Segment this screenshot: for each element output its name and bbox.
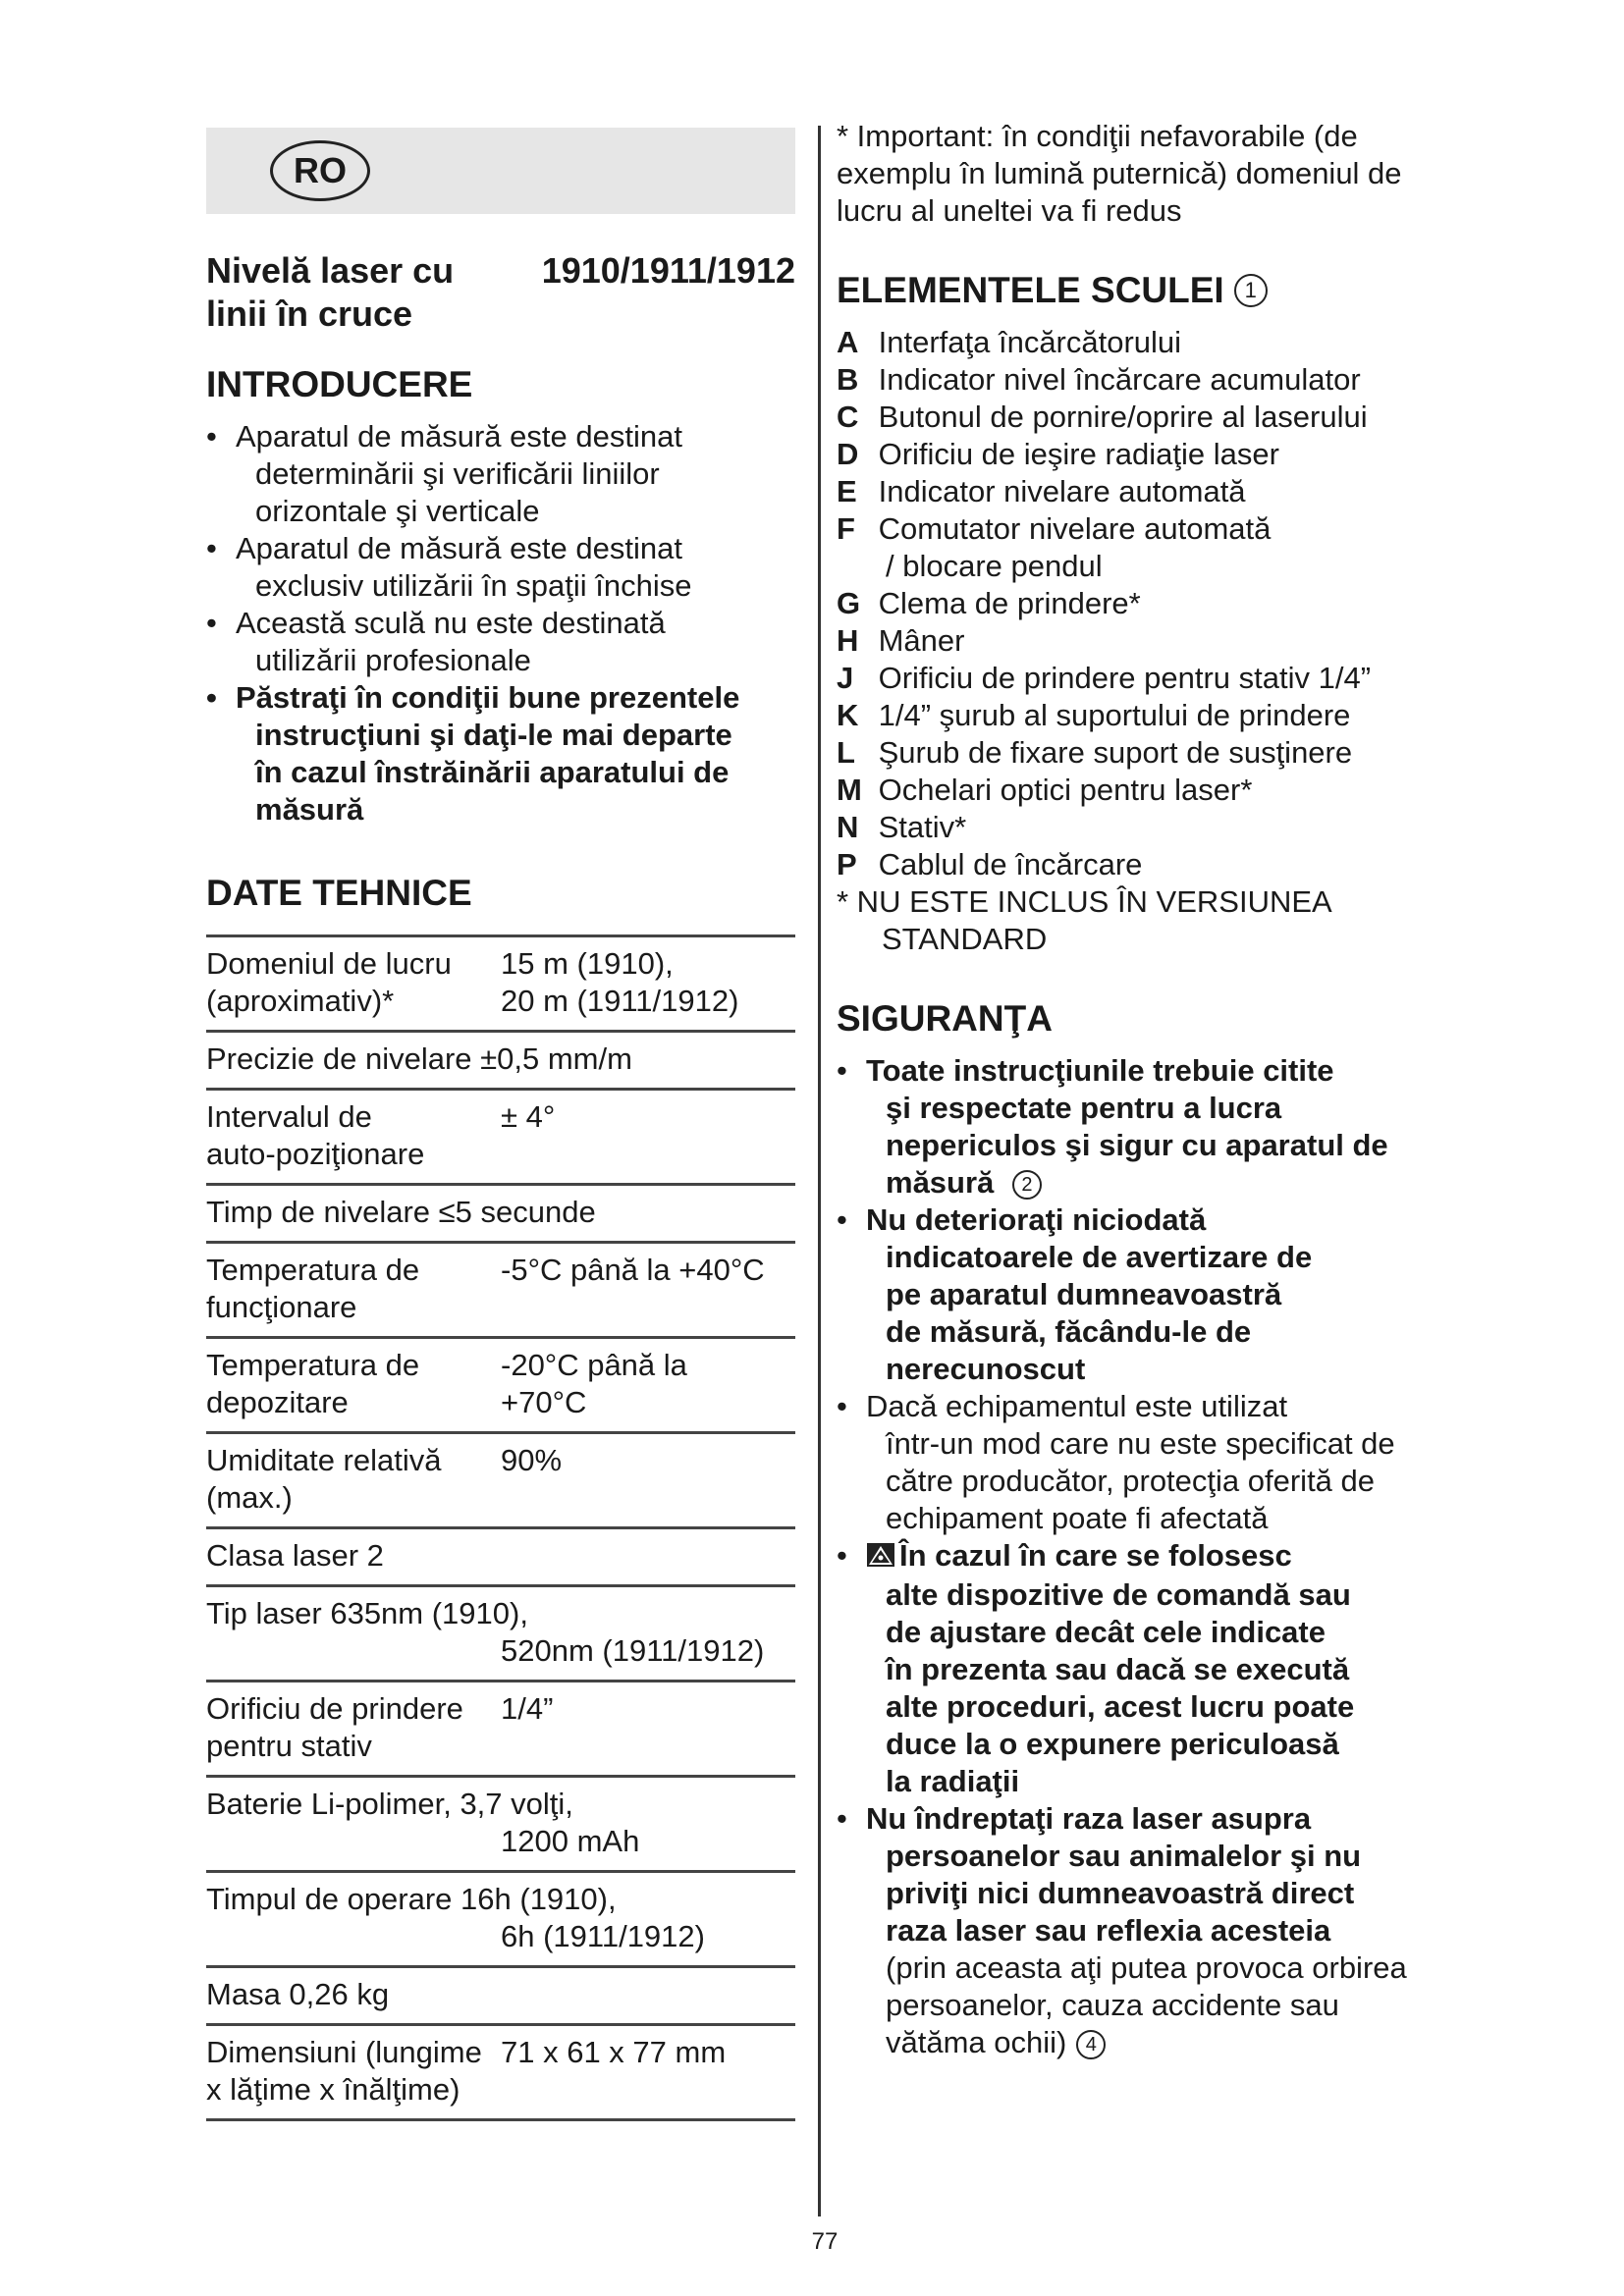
bullet-line: nerecunoscut [886, 1352, 1086, 1386]
spec-value-line: +70°C [501, 1385, 587, 1419]
spec-value-line: 1/4” [501, 1691, 554, 1726]
intro-heading: INTRODUCERE [206, 364, 473, 404]
element-item [837, 809, 1465, 846]
safety-bullet [837, 1052, 1465, 1201]
language-badge: RO [270, 140, 370, 201]
bullet-line: măsură [255, 792, 364, 827]
spec-line: Tip laser 635nm (1910), [206, 1596, 528, 1630]
bullet-text [236, 605, 795, 679]
element-key: K [837, 698, 859, 732]
spec-line: Timp de nivelare ≤5 secunde [206, 1195, 596, 1229]
element-text: Cablul de încărcare [870, 847, 1143, 881]
bullet-text [866, 1388, 1465, 1537]
spec-value-line: ± 4° [501, 1099, 556, 1134]
bullet-text [866, 1800, 1465, 2061]
spec-label-line: Orificiu de prindere [206, 1691, 463, 1726]
bullet-line: raza laser sau reflexia acesteia [886, 1912, 1331, 1948]
bullet-line [866, 1537, 1465, 1576]
spec-label-line: Dimensiuni (lungime [206, 2035, 482, 2069]
element-key: D [837, 437, 859, 471]
bullet-line: şi respectate pentru a lucra [886, 1091, 1282, 1125]
bullet-line: Aparatul de măsură este destinat [236, 531, 682, 565]
element-text: Indicator nivelare automată [870, 474, 1246, 508]
element-key: L [837, 735, 855, 770]
language-bar [206, 128, 795, 214]
element-text: Mâner [870, 623, 965, 658]
page-number: 77 [811, 2228, 839, 2255]
element-item [837, 846, 1465, 883]
element-key: B [837, 362, 859, 397]
element-text: Ochelari optici pentru laser* [870, 773, 1253, 807]
title-line-1: Nivelă laser cu [206, 250, 455, 291]
bullet-dot: • [837, 1202, 847, 1237]
bullet-line: echipament poate fi afectată [886, 1501, 1269, 1535]
element-key: A [837, 325, 859, 359]
spec-value [501, 945, 738, 1020]
spec-row [206, 1339, 795, 1434]
figure-ref: 4 [1076, 2030, 1106, 2059]
bullet-dot: • [837, 1389, 847, 1423]
bullet-line: exclusiv utilizării în spaţii închise [255, 568, 692, 603]
element-key: E [837, 474, 857, 508]
bullet-line [866, 1949, 1465, 1987]
bullet-line-text: vătăma ochii) [886, 2024, 1067, 2059]
elements-heading [837, 269, 1465, 312]
safety-bullet [837, 1800, 1465, 2061]
spec-label [206, 1098, 501, 1173]
spec-line: Precizie de nivelare ±0,5 mm/m [206, 1041, 632, 1076]
bullet-line-text: În cazul în care se folosesc [899, 1538, 1292, 1573]
element-item [837, 473, 1465, 510]
bullet-line [866, 1201, 1465, 1239]
bullet-text [236, 418, 795, 530]
bullet-line: priviţi nici dumneavoastră direct [886, 1875, 1355, 1910]
bullet-line: alte dispozitive de comandă sau [886, 1576, 1351, 1612]
bullet-line: alte proceduri, acest lucru poate [886, 1688, 1355, 1724]
bullet-line: Păstraţi în condiţii bune prezentele [236, 680, 740, 715]
bullet-line [866, 1164, 1465, 1201]
element-key: J [837, 661, 854, 695]
spec-line: Clasa laser 2 [206, 1538, 384, 1573]
spec-label-line: depozitare [206, 1385, 349, 1419]
spec-row [206, 1873, 795, 1968]
element-text: Clema de prindere* [870, 586, 1141, 620]
laser-warning-icon [866, 1539, 895, 1576]
element-item [837, 361, 1465, 399]
bullet-line: duce la o expunere periculoasă [886, 1726, 1339, 1761]
bullet-dot: • [206, 531, 217, 565]
spec-label-line: pentru stativ [206, 1729, 372, 1763]
intro-bullets [206, 418, 795, 828]
spec-value [501, 1252, 765, 1289]
tech-spec-table [206, 934, 795, 2121]
elements-heading-text: ELEMENTELE SCULEI [837, 270, 1224, 310]
bullet-line-text: Nu deterioraţi niciodată [866, 1202, 1207, 1237]
important-note [837, 118, 1465, 230]
spec-row [206, 1033, 795, 1091]
spec-label-line: Domeniul de lucru [206, 946, 452, 981]
intro-bullet [206, 530, 795, 605]
bullet-dot: • [837, 1800, 847, 1836]
bullet-line: de măsură, făcându-le de [886, 1314, 1252, 1349]
bullet-line: de ajustare decât cele indicate [886, 1614, 1326, 1649]
spec-label-line: auto-poziţionare [206, 1137, 425, 1171]
spec-value-line: 15 m (1910), [501, 946, 674, 981]
element-key: G [837, 586, 861, 620]
spec-line: Baterie Li-polimer, 3,7 volţi, [206, 1787, 573, 1821]
bullet-line [866, 1388, 1465, 1425]
safety-heading: SIGURANŢA [837, 998, 1053, 1039]
spec-line: Masa 0,26 kg [206, 1977, 390, 2011]
spec-value-line: 90% [501, 1443, 563, 1477]
spec-label-line: Temperatura de [206, 1348, 420, 1382]
spec-row [206, 1434, 795, 1529]
spec-label-line: x lăţime x înălţime) [206, 2072, 460, 2107]
column-divider [818, 126, 821, 2216]
spec-row [206, 1968, 795, 2026]
spec-row [206, 1529, 795, 1587]
note-line: * Important: în condiţii nefavorabile (de [837, 119, 1358, 153]
spec-label-line: funcţionare [206, 1290, 357, 1324]
intro-bullet [206, 679, 795, 828]
bullet-line-text: persoanelor, cauza accidente sau [886, 1987, 1339, 2022]
element-text: Şurub de fixare suport de susţinere [870, 735, 1353, 770]
spec-label-line: Temperatura de [206, 1253, 420, 1287]
bullet-line: Aparatul de măsură este destinat [236, 419, 682, 454]
spec-label-line: Intervalul de [206, 1099, 372, 1134]
bullet-line: indicatoarele de avertizare de [886, 1240, 1313, 1274]
spec-value-line: 20 m (1911/1912) [501, 984, 739, 1018]
element-item [837, 436, 1465, 473]
bullet-line: într-un mod care nu este specificat de [886, 1426, 1395, 1461]
model-numbers: 1910/1911/1912 [541, 250, 795, 291]
bullet-dot: • [206, 606, 217, 640]
elements-footnote [837, 883, 1465, 958]
note-line: exemplu în lumină puternică) domeniul de [837, 156, 1402, 190]
spec-label [206, 1690, 501, 1765]
bullet-line-text: Nu îndreptaţi raza laser asupra [866, 1800, 1312, 1836]
bullet-text [866, 1537, 1465, 1800]
element-text: Butonul de pornire/oprire al laserului [870, 400, 1368, 434]
element-text: Interfaţa încărcătorului [870, 325, 1182, 359]
spec-value [501, 1690, 553, 1728]
footnote-line: STANDARD [882, 922, 1048, 956]
figure-ref-1: 1 [1234, 274, 1268, 307]
bullet-dot: • [837, 1053, 847, 1088]
bullet-line [866, 1800, 1465, 1838]
tech-heading: DATE TEHNICE [206, 873, 472, 913]
bullet-dot: • [206, 419, 217, 454]
bullet-line: orizontale şi verticale [255, 494, 540, 528]
element-text-cont: / blocare pendul [886, 549, 1103, 583]
element-item [837, 585, 1465, 622]
intro-bullet [206, 605, 795, 679]
product-title [206, 249, 795, 336]
element-key: N [837, 810, 859, 844]
spec-value-line: -5°C până la +40°C [501, 1253, 765, 1287]
spec-label [206, 1442, 501, 1517]
bullet-line [866, 1052, 1465, 1090]
spec-row [206, 1091, 795, 1186]
element-text: Indicator nivel încărcare acumulator [870, 362, 1361, 397]
spec-label [206, 2034, 501, 2109]
bullet-line-text: măsură [886, 1165, 1002, 1200]
element-item [837, 622, 1465, 660]
element-item [837, 399, 1465, 436]
bullet-line: pe aparatul dumneavoastră [886, 1277, 1282, 1311]
spec-value [501, 1442, 562, 1479]
element-key: C [837, 400, 859, 434]
spec-label-line: (aproximativ)* [206, 984, 395, 1018]
bullet-dot: • [837, 1538, 847, 1573]
bullet-line-text: Dacă echipamentul este utilizat [866, 1389, 1288, 1423]
element-key: P [837, 847, 857, 881]
spec-value [501, 1347, 687, 1421]
spec-row [206, 1778, 795, 1873]
spec-label [206, 1252, 501, 1326]
note-line: lucru al uneltei va fi redus [837, 193, 1182, 228]
element-text: Orificiu de prindere pentru stativ 1/4” [870, 661, 1372, 695]
safety-bullet [837, 1201, 1465, 1388]
spec-line: 1200 mAh [501, 1824, 640, 1858]
element-text: Comutator nivelare automată [870, 511, 1272, 546]
bullet-line: nepericulos şi sigur cu aparatul de [886, 1128, 1388, 1162]
bullet-line: în prezenta sau dacă se execută [886, 1651, 1350, 1686]
spec-row [206, 1682, 795, 1778]
spec-label [206, 945, 501, 1020]
element-item [837, 324, 1465, 361]
left-column [206, 128, 795, 2121]
bullet-text [866, 1052, 1465, 1201]
footnote-line: * NU ESTE INCLUS ÎN VERSIUNEA [837, 884, 1332, 919]
bullet-line: la radiaţii [886, 1763, 1020, 1798]
spec-label [206, 1347, 501, 1421]
safety-bullet [837, 1388, 1465, 1537]
bullet-line-text: Toate instrucţiunile trebuie citite [866, 1053, 1334, 1088]
bullet-line: utilizării profesionale [255, 643, 531, 677]
bullet-line: Această sculă nu este destinată [236, 606, 666, 640]
bullet-line: instrucţiuni şi daţi-le mai departe [255, 718, 732, 752]
spec-label-line: Umiditate relativă [206, 1443, 442, 1477]
spec-line: 6h (1911/1912) [501, 1919, 705, 1953]
safety-bullets [837, 1052, 1465, 2061]
element-item [837, 772, 1465, 809]
element-text: 1/4” şurub al suportului de prindere [870, 698, 1351, 732]
element-item [837, 697, 1465, 734]
spec-value-line: -20°C până la [501, 1348, 687, 1382]
spec-value [501, 2034, 726, 2071]
bullet-line: către producător, protecţia oferită de [886, 1464, 1376, 1498]
spec-label-line: (max.) [206, 1480, 293, 1515]
spec-row [206, 2026, 795, 2121]
bullet-line: în cazul înstrăinării aparatului de [255, 755, 730, 789]
bullet-line: determinării şi verificării liniilor [255, 456, 660, 491]
element-item [837, 510, 1465, 585]
spec-row [206, 1244, 795, 1339]
element-key: H [837, 623, 859, 658]
spec-row [206, 1587, 795, 1682]
spec-line: 520nm (1911/1912) [501, 1633, 765, 1668]
bullet-dot: • [206, 680, 217, 715]
intro-bullet [206, 418, 795, 530]
bullet-line: persoanelor sau animalelor şi nu [886, 1838, 1362, 1873]
spec-line: Timpul de operare 16h (1910), [206, 1882, 617, 1916]
element-text: Stativ* [870, 810, 967, 844]
element-item [837, 734, 1465, 772]
element-item [837, 660, 1465, 697]
bullet-line [866, 1987, 1465, 2024]
bullet-line [866, 2024, 1465, 2061]
spec-row [206, 1186, 795, 1244]
safety-bullet [837, 1537, 1465, 1800]
bullet-text [866, 1201, 1465, 1388]
spec-value [501, 1098, 555, 1136]
right-column [837, 118, 1465, 2061]
spec-row [206, 937, 795, 1033]
figure-ref: 2 [1012, 1170, 1042, 1200]
element-key: F [837, 511, 855, 546]
spec-value-line: 71 x 61 x 77 mm [501, 2035, 727, 2069]
bullet-text [236, 530, 795, 605]
elements-list [837, 324, 1465, 958]
element-key: M [837, 773, 862, 807]
bullet-text [236, 679, 795, 828]
title-line-2: linii în cruce [206, 294, 413, 334]
element-text: Orificiu de ieşire radiaţie laser [870, 437, 1279, 471]
bullet-line-text: (prin aceasta aţi putea provoca orbirea [886, 1949, 1407, 1985]
